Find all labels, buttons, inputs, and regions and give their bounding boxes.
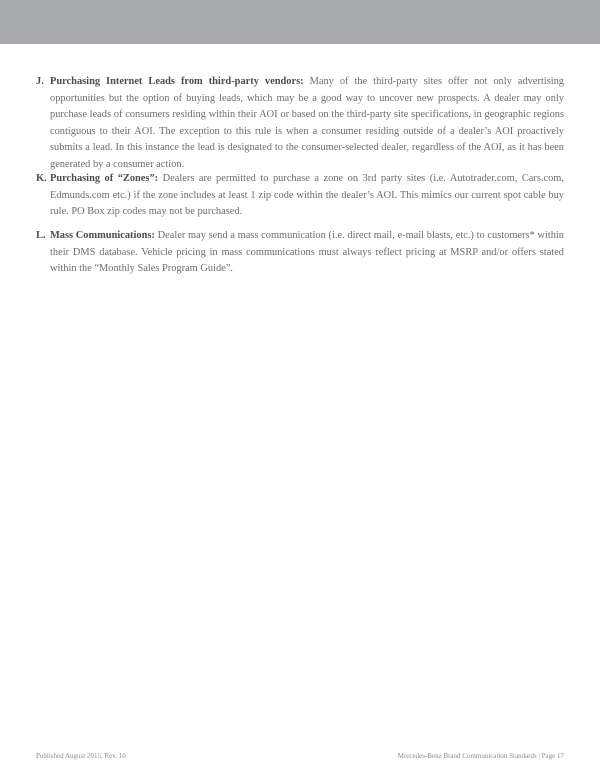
- list-item-l: [36, 228, 564, 278]
- list-item-k: [36, 171, 564, 221]
- item-text: Dealers are permitted to purchase a zone on 3rd party sites (i.e. Autotrader.com, Cars.com, Edmunds.com etc.) if the zone includes at least 1 zip code within the dealer’s AOI. This mimics our current spot cable buy rule. PO Box zip codes may not be purchased.: [50, 173, 564, 217]
- header-bar: [0, 0, 600, 44]
- item-text: Many of the third-party sites offer not only advertising opportunities but the option of buying leads, which may be a good way to uncover new prospects. A dealer may only purchase leads of consumers residing within their AOI or based on the third-party site specifications, in geographic regions contiguous to their AOI. The exception to this rule is when a consumer residing outside of a dealer’s AOI proactively submits a lead. In this instance the lead is designated to the consumer-selected dealer, regardless of the AOI, as it has been generated by a consumer action.: [50, 76, 565, 170]
- item-text: Dealer may send a mass communication (i.e. direct mail, e-mail blasts, etc.) to customers* within their DMS database. Vehicle pricing in mass communications must always reflect pricing at MSRP and/or offers stated within the “Monthly Sales Program Guide”.: [50, 230, 564, 274]
- item-marker: J.: [36, 76, 44, 87]
- item-heading: Mass Communications:: [50, 230, 155, 241]
- item-heading: Purchasing of “Zones”:: [50, 173, 159, 184]
- footer-page-info: Mercedes-Benz Brand Communication Standards | Page 17: [397, 752, 564, 760]
- item-marker: L.: [36, 230, 46, 241]
- footer-publication-info: Published August 2015, Rev. 10: [36, 752, 126, 760]
- list-item-j: [36, 74, 564, 173]
- item-heading: Purchasing Internet Leads from third-party vendors:: [50, 76, 304, 87]
- item-marker: K.: [36, 173, 47, 184]
